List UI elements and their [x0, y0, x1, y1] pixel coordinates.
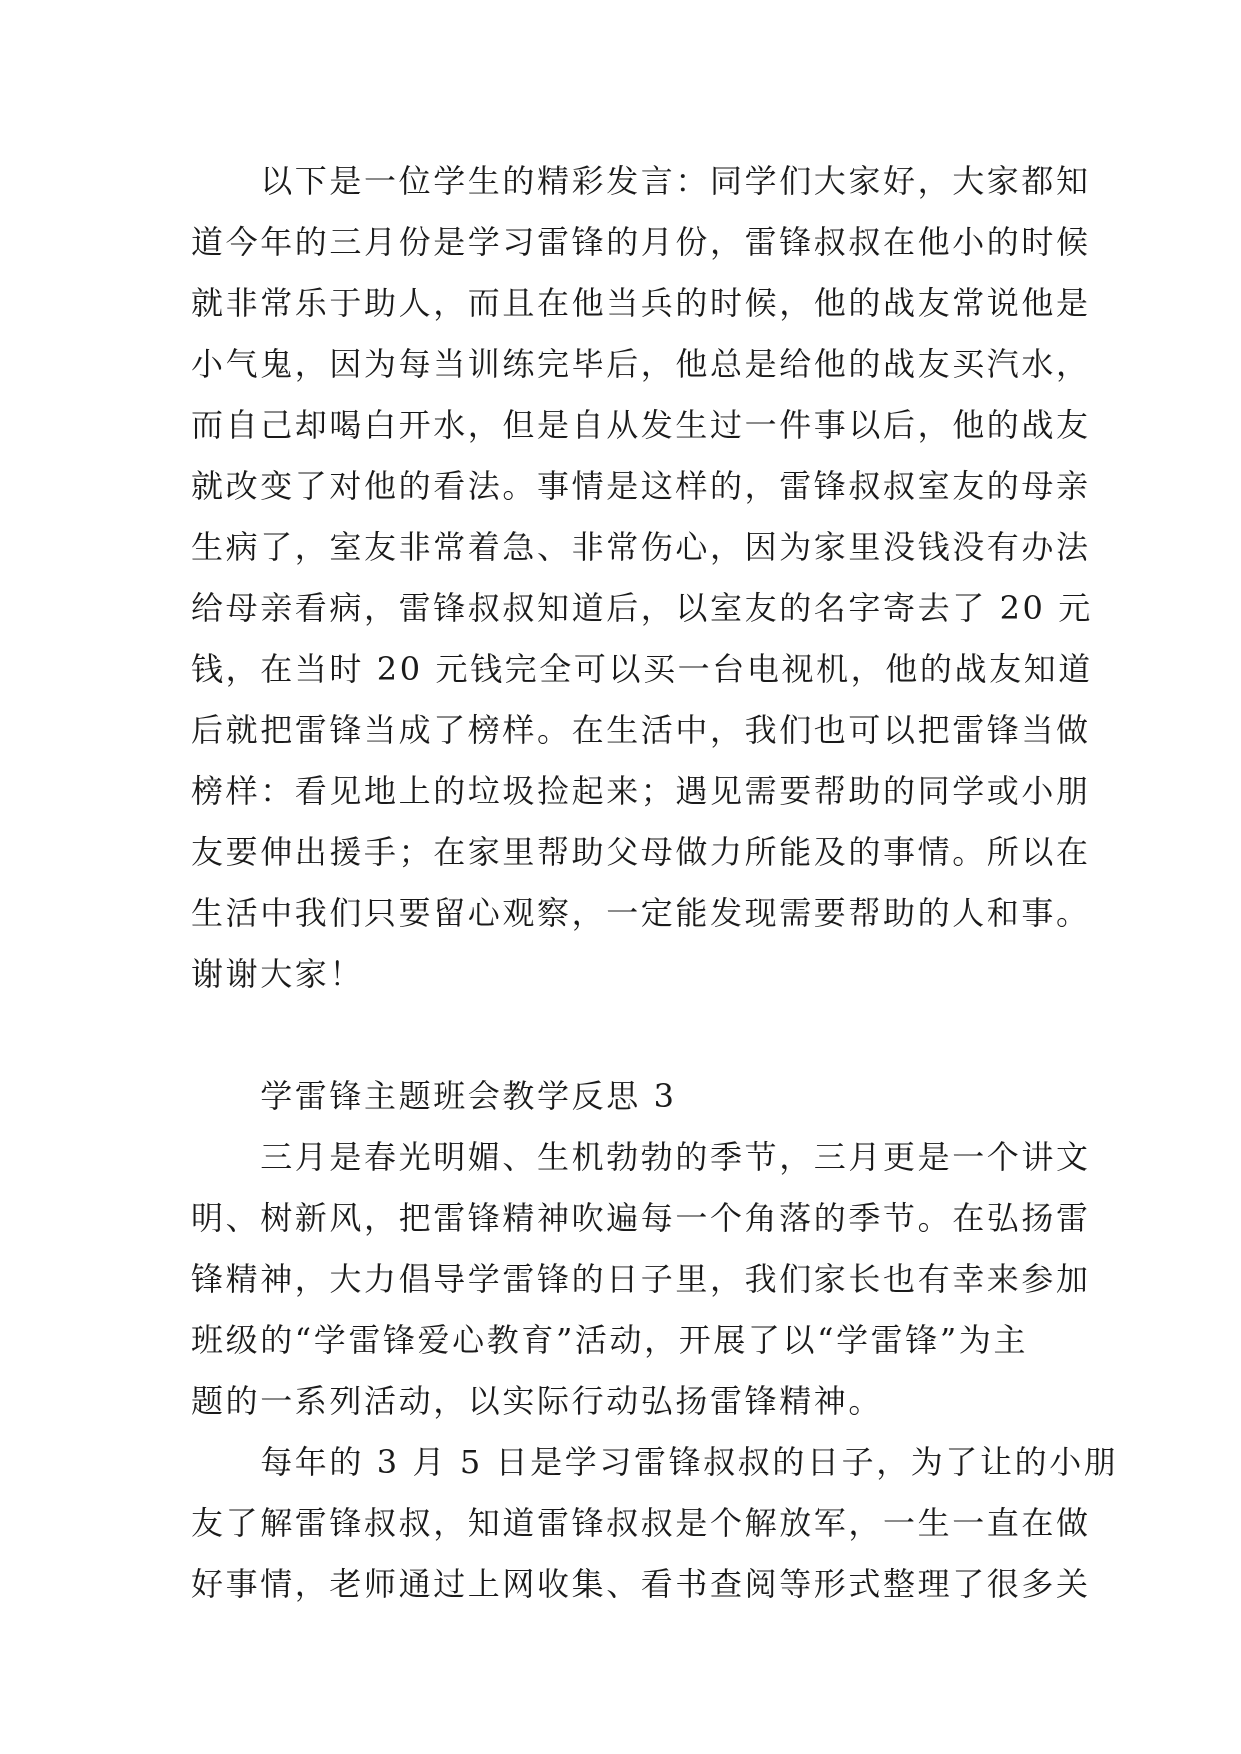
- text-line: 好事情，老师通过上网收集、看书查阅等形式整理了很多关: [191, 1565, 1091, 1603]
- document-body: [191, 151, 1119, 1615]
- blank-line: [191, 1005, 1061, 1066]
- text-line: 友了解雷锋叔叔，知道雷锋叔叔是个解放军，一生一直在做: [191, 1504, 1091, 1542]
- text-line: 道今年的三月份是学习雷锋的月份，雷锋叔叔在他小的时候: [191, 223, 1091, 261]
- text-line: 谢谢大家！: [191, 955, 365, 993]
- text-line: 而自己却喝白开水，但是自从发生过一件事以后，他的战友: [191, 406, 1091, 444]
- text-line: 就非常乐于助人，而且在他当兵的时候，他的战友常说他是: [191, 284, 1091, 322]
- paragraph-1: [191, 151, 1093, 1005]
- text-line: 给母亲看病，雷锋叔叔知道后，以室友的名字寄去了 20 元: [191, 589, 1093, 627]
- text-line: 生病了，室友非常着急、非常伤心，因为家里没钱没有办法: [191, 528, 1091, 566]
- section-title: 学雷锋主题班会教学反思 3: [191, 1077, 677, 1115]
- text-line: 明、树新风，把雷锋精神吹遍每一个角落的季节。在弘扬雷: [191, 1199, 1091, 1237]
- text-line: 三月是春光明媚、生机勃勃的季节，三月更是一个讲文: [191, 1138, 1091, 1176]
- text-line: 后就把雷锋当成了榜样。在生活中，我们也可以把雷锋当做: [191, 711, 1091, 749]
- text-line: 生活中我们只要留心观察，一定能发现需要帮助的人和事。: [191, 894, 1091, 932]
- text-line: 锋精神，大力倡导学雷锋的日子里，我们家长也有幸来参加: [191, 1260, 1091, 1298]
- paragraph-2: [191, 1127, 1091, 1432]
- paragraph-3: [191, 1432, 1119, 1615]
- text-line: 钱，在当时 20 元钱完全可以买一台电视机，他的战友知道: [191, 650, 1093, 688]
- text-line: 题的一系列活动，以实际行动弘扬雷锋精神。: [191, 1382, 884, 1420]
- text-line: 以下是一位学生的精彩发言：同学们大家好，大家都知: [191, 162, 1091, 200]
- text-line: 班级的“学雷锋爱心教育”活动，开展了以“学雷锋”为主: [191, 1321, 1029, 1359]
- text-line: 就改变了对他的看法。事情是这样的，雷锋叔叔室友的母亲: [191, 467, 1091, 505]
- text-line: 小气鬼，因为每当训练完毕后，他总是给他的战友买汽水，: [191, 345, 1091, 383]
- text-line: 每年的 3 月 5 日是学习雷锋叔叔的日子，为了让的小朋: [191, 1443, 1119, 1481]
- text-line: 榜样：看见地上的垃圾捡起来；遇见需要帮助的同学或小朋: [191, 772, 1091, 810]
- text-line: 友要伸出援手；在家里帮助父母做力所能及的事情。所以在: [191, 833, 1091, 871]
